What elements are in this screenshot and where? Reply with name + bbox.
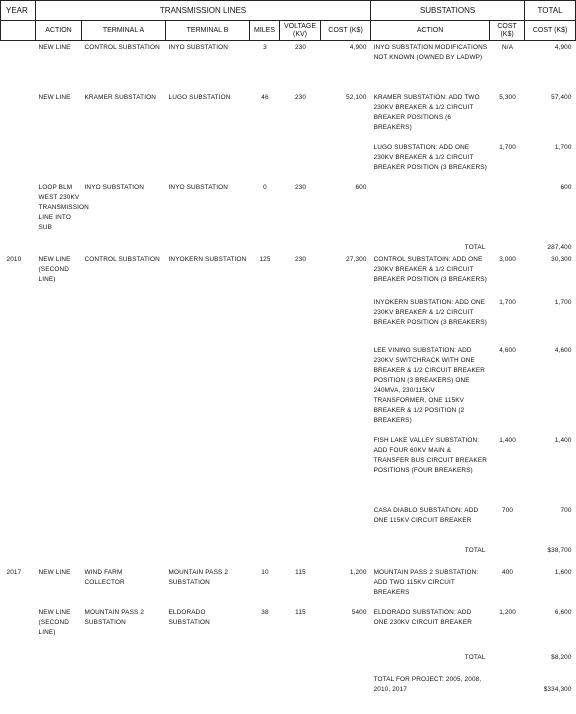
cell-sub-action: LUGO SUBSTATION: ADD ONE 230KV BREAKER & 1/2 CIRCUIT BREAKER POSITION (3 BREAKERS) xyxy=(373,143,487,171)
cell-sub-cost: 1,700 xyxy=(499,298,516,306)
cell-miles xyxy=(250,434,280,504)
cell-terminal-b xyxy=(166,504,250,544)
cell-voltage xyxy=(280,651,321,673)
cell-terminal-a xyxy=(82,504,166,544)
cell-year xyxy=(1,344,36,434)
cell-total-label: TOTAL xyxy=(464,653,486,661)
cell-cost xyxy=(321,504,371,544)
cell-voltage xyxy=(280,673,321,697)
table-row-total xyxy=(1,241,576,253)
cell-sub-cost: 4,600 xyxy=(499,346,516,354)
cell-total: 30,300 xyxy=(551,255,572,263)
cell-sub-cost: 1,200 xyxy=(499,608,516,616)
cell-total-label: TOTAL xyxy=(464,546,486,554)
cell-miles xyxy=(250,241,280,253)
cell-year xyxy=(1,91,36,141)
table-row-total xyxy=(1,651,576,673)
cell-miles: 3 xyxy=(263,44,267,51)
cell-terminal-b xyxy=(166,673,250,697)
cell-terminal-b xyxy=(166,141,250,181)
cell-terminal-b xyxy=(166,544,250,566)
cell-terminal-a xyxy=(82,434,166,504)
cell-action xyxy=(36,434,82,504)
cell-action xyxy=(36,296,82,344)
table-row xyxy=(1,41,576,91)
cell-year xyxy=(1,141,36,181)
cell-terminal-a xyxy=(82,241,166,253)
header-year: YEAR xyxy=(1,1,36,21)
cell-cost: 5400 xyxy=(351,608,367,616)
cell-terminal-b: LUGO SUBSTATION xyxy=(168,93,231,101)
cell-miles: 125 xyxy=(259,255,271,263)
cell-miles xyxy=(250,141,280,181)
cell-cost xyxy=(321,296,371,344)
cell-year xyxy=(1,181,36,241)
cell-total: 700 xyxy=(560,506,572,514)
header-terminal-b: TERMINAL B xyxy=(166,21,250,41)
cell-sub-cost: 3,000 xyxy=(499,255,516,263)
cell-action: LOOP BLM WEST 230KV TRANSMISSION LINE INTO SUB xyxy=(38,183,89,231)
cell-sub-cost: 400 xyxy=(502,568,514,576)
cell-action xyxy=(36,141,82,181)
cell-cost: 27,300 xyxy=(346,255,367,263)
cell-year xyxy=(1,673,36,697)
cell-year: 2010 xyxy=(6,255,22,263)
cell-voltage xyxy=(280,544,321,566)
cell-action: NEW LINE xyxy=(38,568,71,576)
header-voltage: VOLTAGE (KV) xyxy=(280,21,321,41)
cell-year xyxy=(1,544,36,566)
table-row xyxy=(1,434,576,504)
cell-total: 4,600 xyxy=(554,346,572,354)
cell-sub-action: CASA DIABLO SUBSTATION: ADD ONE 115KV CIRCUIT BREAKER xyxy=(373,506,479,524)
table-row xyxy=(1,141,576,181)
cell-miles: 10 xyxy=(261,568,269,576)
cell-sub-action: KRAMER SUBSTATION: ADD TWO 230KV BREAKER & 1/2 CIRCUIT BREAKER POSITIONS (6 BREAKERS) xyxy=(373,93,480,131)
cell-year xyxy=(1,41,36,91)
cell-miles: 0 xyxy=(263,183,267,191)
cell-voltage: 230 xyxy=(294,183,307,191)
cell-year xyxy=(1,296,36,344)
table-row xyxy=(1,91,576,141)
cell-cost xyxy=(321,544,371,566)
cell-voltage: 230 xyxy=(294,93,307,101)
cell-total: $334,300 xyxy=(543,685,572,693)
cell-terminal-b xyxy=(166,241,250,253)
cell-year xyxy=(1,434,36,504)
cell-action: NEW LINE (SECOND LINE) xyxy=(38,255,71,283)
cell-terminal-a: MOUNTAIN PASS 2 SUBSTATION xyxy=(84,608,145,626)
cell-action xyxy=(36,651,82,673)
cell-total: 1,700 xyxy=(554,298,572,306)
cell-terminal-b: INYO SUBSTATION xyxy=(168,44,229,51)
cell-terminal-a xyxy=(82,544,166,566)
cell-cost: 1,200 xyxy=(349,568,367,576)
cell-voltage xyxy=(280,504,321,544)
table-row xyxy=(1,296,576,344)
cell-action: NEW LINE (SECOND LINE) xyxy=(38,608,71,636)
cell-terminal-a xyxy=(82,296,166,344)
cell-voltage: 115 xyxy=(295,608,306,616)
table-row-total xyxy=(1,544,576,566)
cell-miles xyxy=(250,673,280,697)
cell-total: 1,600 xyxy=(554,568,572,576)
cell-action xyxy=(36,544,82,566)
table-row-grand-total xyxy=(1,673,576,697)
cell-sub-cost xyxy=(490,241,525,253)
cell-cost: 52,100 xyxy=(346,93,367,101)
cell-voltage: 230 xyxy=(294,255,307,263)
cell-sub-cost xyxy=(490,673,525,697)
cell-total: 600 xyxy=(560,183,572,191)
cell-sub-action: FISH LAKE VALLEY SUBSTATION: ADD FOUR 60KV MAIN & TRANSFER BUS CIRCUIT BREAKER POSITIONS (FOUR BREAKERS) xyxy=(373,436,488,474)
cell-sub-action: INYOKERN SUBSTATION: ADD ONE 230KV BREAKER & 1/2 CIRCUIT BREAKER POSITION (3 BREAKERS) xyxy=(373,298,487,326)
cell-sub-action: ELDORADO SUBSTATION: ADD ONE 230KV CIRCUIT BREAKER xyxy=(373,608,473,626)
cell-sub-cost xyxy=(490,651,525,673)
cell-project-total-label: TOTAL FOR PROJECT: 2005, 2008, 2010, 2017 xyxy=(373,675,482,693)
cell-terminal-b xyxy=(166,434,250,504)
cell-action xyxy=(36,504,82,544)
cell-voltage xyxy=(280,344,321,434)
cell-sub-action xyxy=(371,181,490,241)
cell-total: $38,700 xyxy=(547,546,572,554)
cell-terminal-b: MOUNTAIN PASS 2 SUBSTATION xyxy=(168,568,229,586)
cell-voltage xyxy=(280,296,321,344)
cell-voltage: 115 xyxy=(295,568,306,576)
header-row-top xyxy=(1,1,576,21)
header-transmission-lines: TRANSMISSION LINES xyxy=(36,1,371,21)
header-year-blank xyxy=(1,21,36,41)
cell-action xyxy=(36,673,82,697)
cell-terminal-b xyxy=(166,344,250,434)
cell-terminal-a: INYO SUBSTATION xyxy=(84,183,145,191)
cell-miles xyxy=(250,504,280,544)
cell-voltage xyxy=(280,434,321,504)
cell-total: 6,600 xyxy=(554,608,572,616)
cell-terminal-a: KRAMER SUBSTATION xyxy=(84,93,157,101)
cell-miles xyxy=(250,651,280,673)
header-sub-cost: COST (K$) xyxy=(490,21,525,41)
cell-cost xyxy=(321,344,371,434)
cell-total: 4,900 xyxy=(554,44,572,51)
cell-terminal-a xyxy=(82,673,166,697)
cell-sub-cost: 700 xyxy=(502,506,514,514)
cell-total-label: TOTAL xyxy=(464,243,486,251)
cell-total: 57,400 xyxy=(551,93,572,101)
table-row xyxy=(1,504,576,544)
cell-voltage xyxy=(280,241,321,253)
cell-sub-cost: 1,400 xyxy=(499,436,516,444)
header-sub-action: ACTION xyxy=(371,21,490,41)
cell-voltage: 230 xyxy=(294,44,307,51)
cell-year xyxy=(1,651,36,673)
header-total: TOTAL xyxy=(525,1,576,21)
cell-action: NEW LINE xyxy=(38,93,71,101)
cell-cost: 4,900 xyxy=(349,44,367,51)
cell-cost xyxy=(321,241,371,253)
header-miles: MILES xyxy=(250,21,280,41)
cell-cost: 600 xyxy=(355,183,367,191)
header-terminal-a: TERMINAL A xyxy=(82,21,166,41)
cell-cost xyxy=(321,651,371,673)
cell-action xyxy=(36,241,82,253)
cell-year xyxy=(1,606,36,651)
cell-terminal-a: CONTROL SUBSTATION xyxy=(84,255,160,263)
cell-sub-action: CONTROL SUBSTATOIN: ADD ONE 230KV BREAKER & 1/2 CIRCUIT BREAKER POSITION (3 BREAKERS) xyxy=(373,255,487,283)
cell-sub-cost: 1,700 xyxy=(499,143,516,151)
cell-miles xyxy=(250,544,280,566)
header-substations: SUBSTATIONS xyxy=(371,1,525,21)
cell-total: 287,400 xyxy=(547,243,572,251)
header-action: ACTION xyxy=(36,21,82,41)
cell-terminal-b: INYO SUBSTATION xyxy=(168,183,229,191)
cell-total: 1,400 xyxy=(554,436,572,444)
cell-total: 1,700 xyxy=(554,143,572,151)
cell-cost xyxy=(321,434,371,504)
header-cost: COST (K$) xyxy=(321,21,371,41)
cell-terminal-a xyxy=(82,651,166,673)
cell-terminal-a: WIND FARM COLLECTOR xyxy=(84,568,125,586)
cell-cost xyxy=(321,141,371,181)
table-row xyxy=(1,253,576,296)
cell-terminal-a xyxy=(82,141,166,181)
cell-miles xyxy=(250,344,280,434)
cell-total: $8,200 xyxy=(551,653,572,661)
cell-cost xyxy=(321,673,371,697)
cell-miles: 46 xyxy=(261,93,269,101)
table-row xyxy=(1,566,576,606)
cell-sub-action: LEE VINING SUBSTATION: ADD 230KV SWITCHRACK WITH ONE BREAKER & 1/2 CIRCUIT BREAKER POSITION (3 BREAKERS) ONE 240MVA, 230/115KV TRANSFORMER, ONE 115KV BREAKER & 1/2 POSITION (2 BREAKERS) xyxy=(373,346,486,424)
cell-terminal-b: INYOKERN SUBSTATION xyxy=(168,255,247,263)
table-row xyxy=(1,606,576,651)
cell-terminal-b xyxy=(166,651,250,673)
cell-sub-cost: 5,300 xyxy=(499,93,516,101)
header-row-sub xyxy=(1,21,576,41)
cell-action xyxy=(36,344,82,434)
cell-year xyxy=(1,504,36,544)
cell-miles xyxy=(250,296,280,344)
cell-miles: 38 xyxy=(261,608,269,616)
cell-terminal-a: CONTROL SUBSTATION xyxy=(84,44,160,51)
cell-terminal-b xyxy=(166,296,250,344)
cell-sub-cost xyxy=(490,181,525,241)
cell-year: 2017 xyxy=(6,568,22,576)
cell-action: NEW LINE xyxy=(38,44,71,51)
cell-terminal-a xyxy=(82,344,166,434)
header-total-cost: COST (K$) xyxy=(525,21,576,41)
table-row xyxy=(1,181,576,241)
table-row xyxy=(1,344,576,434)
cell-sub-cost: N/A xyxy=(502,44,514,51)
cell-sub-action: MOUNTAIN PASS 2 SUBSTATION: ADD TWO 115KV CIRCUIT BREAKERS xyxy=(373,568,479,596)
cell-terminal-b: ELDORADO SUBSTATION xyxy=(168,608,210,626)
cell-voltage xyxy=(280,141,321,181)
cell-sub-cost xyxy=(490,544,525,566)
cell-year xyxy=(1,241,36,253)
cell-sub-action: INYO SUBSTATION MODIFICATIONS NOT KNOWN (OWNED BY LADWP) xyxy=(373,44,488,61)
